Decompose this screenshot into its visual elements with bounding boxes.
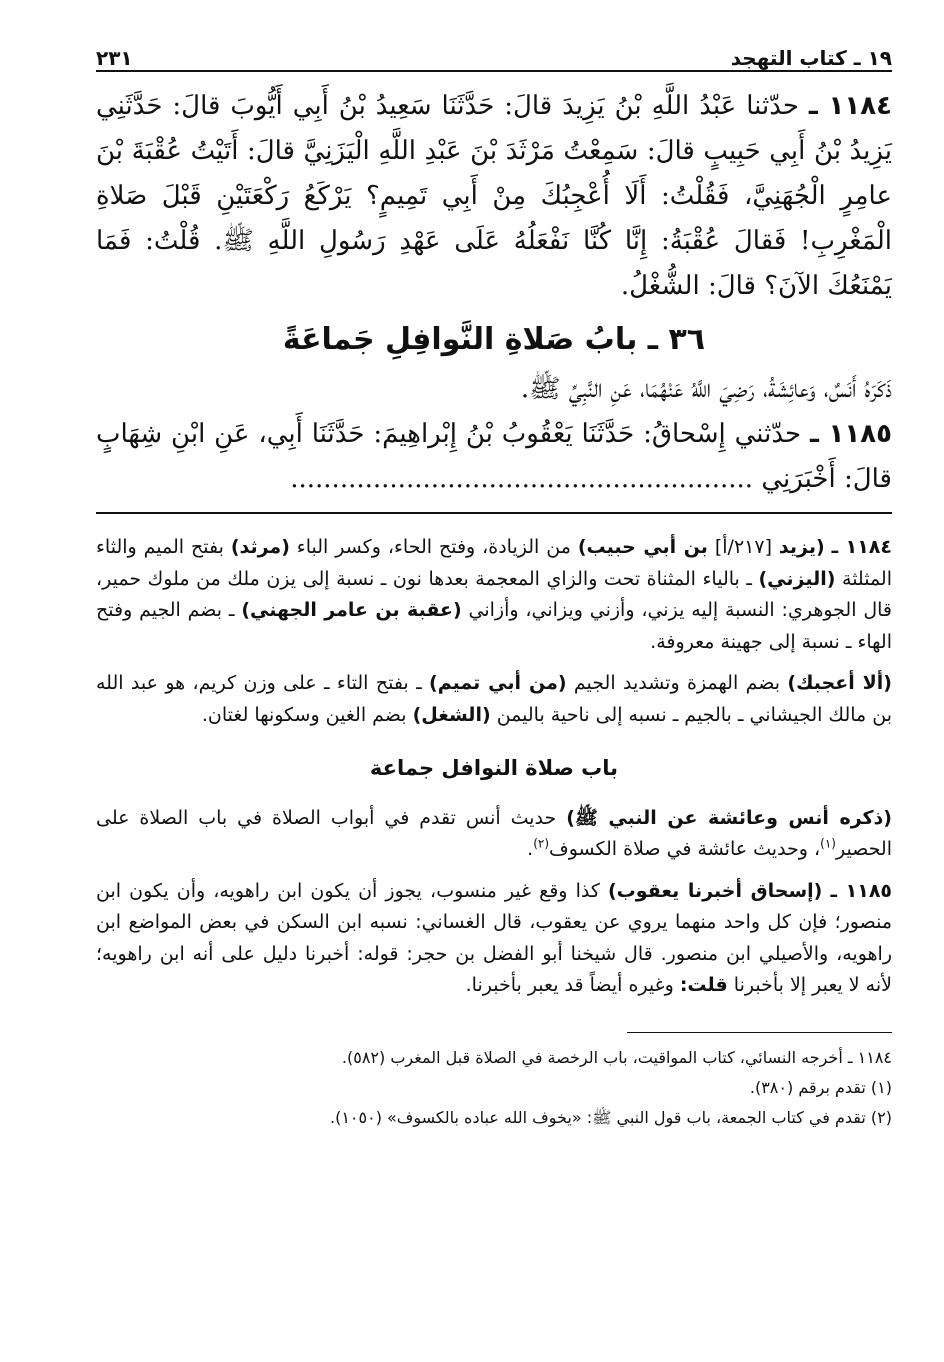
book-page [96,30,892,1133]
hadith-number: ١١٨٥ ـ [809,419,892,449]
commentary-text: بفتح الميم والثاء المثلثة [96,536,892,590]
commentary-term: (مرثد) [230,536,290,558]
commentary-term: (من أبي تميم) [429,672,567,694]
commentary-text: ـ بالياء المثناة تحت والزاي المعجمة بعدها نون ـ نسبة إلى يزن ملك من ملوك حمير، قال الجوهري: النسبة إليه يزني، وأزني ويزاني، وأزاني [96,567,893,621]
commentary-block [96,532,892,1002]
footnote-item: ١١٨٤ ـ أخرجه النسائي، كتاب المواقيت، باب الرخصة في الصلاة قبل المغرب (٥٨٢). [341,1047,892,1067]
hadith-text-block [96,84,892,502]
commentary-term: (الشغل) [412,703,491,726]
commentary-text: بضم الغين وسكونها لغتان. [201,703,413,726]
footnote-divider [627,1032,892,1033]
footnotes [96,1043,892,1133]
commentary-term: (يزيد [778,536,825,558]
commentary-text: ـ بضم الجيم وفتح الهاء ـ نسبة إلى جهينة معروفة. [96,599,892,653]
commentary-term: (اليزني) [758,567,836,590]
commentary-dhakara [96,803,892,866]
footnote-item: (١) تقدم برقم (٣٨٠). [749,1077,892,1097]
commentary-ala [96,668,892,731]
hadith-body: حدّثنا عَبْدُ اللَّهِ بْنُ يَزِيدَ قالَ: حَدَّثَنَا سَعِيدُ بْنُ أَبِي أَيُّوبَ قالَ: حَدَّثَنِي يَزِيدُ بْنُ أَبِي حَبِيبٍ قالَ: سَمِعْتُ مَرْثَدَ بْنَ عَبْدِ اللَّهِ الْيَزَنِيَّ قالَ: أَتَيْتُ عُقْبَةَ بْنَ عامِرٍ الْجُهَنِيَّ، فَقُلْتُ: أَلَا أُعْجِبُكَ مِنْ أَبِي تَمِيمٍ؟ يَرْكَعُ رَكْعَتَيْنِ قَبْلَ صَلاةِ الْمَغْرِبِ! فَقالَ عُقْبَةُ: إِنَّا كُنَّا نَفْعَلُهُ عَلَى عَهْدِ رَسُولِ اللَّهِ ﷺ. قُلْتُ: فَمَا يَمْنَعُكَ الآنَ؟ قالَ: الشُّغْلُ. [96,91,892,301]
commentary-text: . [527,838,534,860]
commentary-text: ـ بفتح التاء ـ على وزن كريم، هو عبد الله بن مالك الجيشاني ـ بالجيم ـ نسبه إلى ناحية باليمن [96,672,892,726]
continuation-dots: ........................................................ [290,464,754,494]
chapter-heading: ١٩ ـ كتاب التهجد [730,46,892,70]
commentary-1184 [96,532,892,658]
page-number: ٢٣١ [96,46,133,70]
footnote-item: (٢) تقدم في كتاب الجمعة، باب قول النبي ﷺ: «يخوف الله عباده بالكسوف» (١٠٥٠). [329,1107,892,1127]
hadith-1184 [96,84,892,309]
page-header [96,30,892,72]
footnote-ref[interactable]: (٢) [533,836,550,851]
chapter-intro: ذَكَرَهُ أَنَسٌ، وَعائِشَةُ، رَضِيَ اللَّهُ عَنْهُمَا، عَنِ النَّبِيِّ ﷺ. [520,374,892,404]
commentary-text: [٢١٧/أ] [707,536,779,558]
commentary-1185 [96,876,892,1002]
hadith-body: حدّثني إِسْحاقُ: حَدَّثَنَا يَعْقُوبُ بْنُ إِبْراهِيمَ: حَدَّثَنَا أَبِي، عَنِ ابْنِ شِهَابٍ قالَ: أَخْبَرَنِي [96,419,892,494]
commentary-term: بن أبي حبيب) [577,536,708,558]
commentary-text: ، وحديث عائشة في صلاة الكسوف [549,838,821,860]
commentary-number: ١١٨٥ ـ [830,879,893,902]
hadith-number: ١١٨٤ ـ [808,91,892,121]
footnote-ref[interactable]: (١) [820,836,836,851]
commentary-text: كذا وقع غير منسوب، يجوز أن يكون ابن راهويه، وأن يكون ابن منصور؛ فإن كل واحد منهما يروي عن يعقوب، قال الغساني: نسبه ابن السكن في بعض المواضع ابن راهويه، والأصيلي ابن منصور. قال شيخنا أبو الفضل بن حجر: قوله: أخبرنا دليل على أنه ابن راهويه؛ لأنه لا يعبر إلا بأخبرنا [96,879,892,996]
chapter-title: ٣٦ ـ بابُ صَلاةِ النَّوافِلِ جَماعَةً [282,322,706,357]
commentary-term: قلت: [679,974,728,996]
commentary-text: من الزيادة، وفتح الحاء، وكسر الباء [289,536,578,558]
commentary-number: ١١٨٤ ـ [831,536,892,558]
commentary-section-title: باب صلاة النوافل جماعة [369,756,619,780]
commentary-term: (ذكره أنس وعائشة عن النبي ﷺ) [566,806,892,829]
commentary-text: حديث أنس تقدم في أبواب الصلاة في باب الصلاة على الحصير [96,806,892,860]
commentary-text: وغيره أيضاً قد يعبر بأخبرنا. [465,974,680,996]
commentary-term: (عقبة بن عامر الجهني) [241,599,462,621]
commentary-text: بضم الهمزة وتشديد الجيم [566,672,788,694]
commentary-term: (إسحاق أخبرنا يعقوب) [608,879,823,902]
commentary-term: (ألا أعجبك) [787,672,892,694]
hadith-1185 [96,412,892,502]
text-commentary-divider [96,512,892,514]
